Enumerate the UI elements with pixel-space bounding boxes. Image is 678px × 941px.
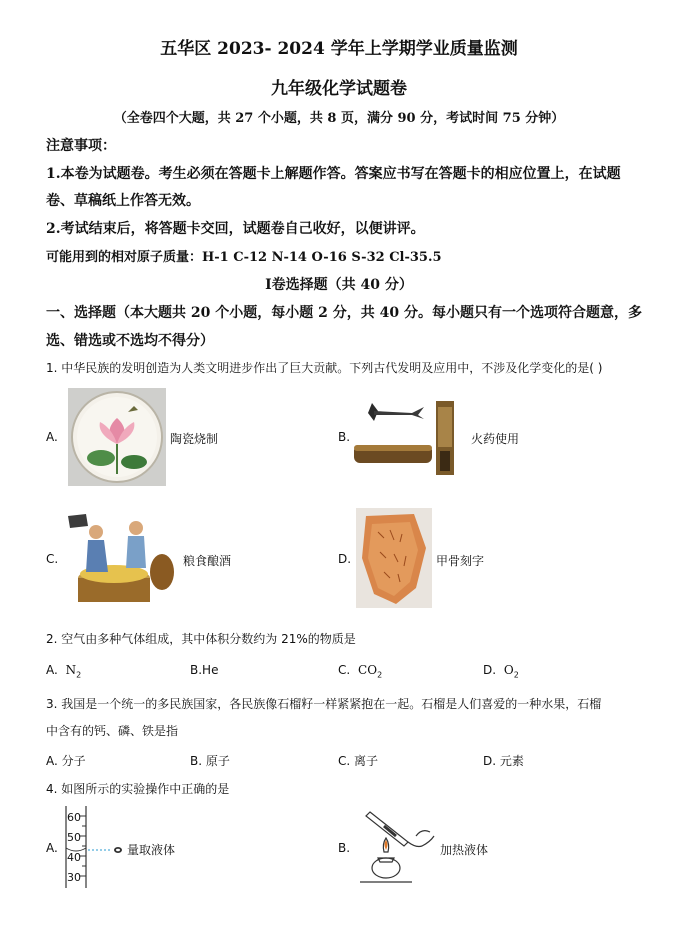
q2-option-d-key: D. [483,663,497,677]
q2-option-c-sub: 2 [377,670,383,680]
q2-option-c-formula: CO [358,663,378,677]
q3-option-c-key: C. [338,754,351,768]
notes-line-1b: 卷、草稿纸上作答无效。 [46,193,200,209]
atomic-masses: 可能用到的相对原子质量：H-1 C-12 N-14 O-16 S-32 Cl-35.5 [46,250,442,265]
oracle-bone-image [356,508,432,608]
q4-option-a-key: A. [46,841,58,855]
q2-stem: 2. 空气由多种气体组成，其中体积分数约为 21%的物质是 [46,632,356,646]
q2-option-b [190,663,218,677]
gunpowder-image [352,397,464,479]
q4-option-a-text: 量取液体 [127,843,176,857]
q2-option-c-key: C. [338,663,351,677]
exam-info: （全卷四个大题，共 27 个小题，共 8 页，满分 90 分，考试时间 75 分钟） [113,111,565,126]
section-heading: I卷选择题（共 40 分） [265,277,413,293]
cylinder-tick-40: 40 [67,851,81,864]
section-instruction-b: 选、错选或不选均不得分） [46,333,214,349]
q1-option-c-key: C. [46,552,59,566]
q3-option-c-text: 离子 [354,754,379,768]
q1-stem: 1. 中华民族的发明创造为人类文明进步作出了巨大贡献。下列古代发明及应用中，不涉及化学变化的是( ) [46,361,603,375]
q3-stem-b: 中含有的钙、磷、铁是指 [46,724,179,738]
section-instruction-a: 一、选择题（本大题共 20 个小题，每小题 2 分，共 40 分。每小题只有一个选项符合题意，多 [46,305,642,321]
q3-option-b-key: B. [190,754,203,768]
q3-option-d-key: D. [483,754,497,768]
q3-option-a-text: 分子 [61,754,86,768]
q3-option-a-key: A. [46,754,58,768]
q2-option-a [46,663,81,679]
q4-option-b-text: 加热液体 [440,843,489,857]
cylinder-tick-30: 30 [67,871,81,884]
q3-option-a [46,752,86,769]
q2-option-a-formula: N [65,663,77,677]
q3-stem-a: 3. 我国是一个统一的多民族国家，各民族像石榴籽一样紧紧抱在一起。石榴是人们喜爱的一种水果，石榴 [46,697,602,711]
brewing-wine-image [66,512,178,608]
notes-heading: 注意事项： [46,138,116,154]
q1-option-a-text: 陶瓷烧制 [170,432,219,446]
q4-stem: 4. 如图所示的实验操作中正确的是 [46,782,230,796]
q3-option-c [338,752,378,769]
porcelain-plate-image [68,388,166,486]
q2-option-d-sub: 2 [513,670,519,680]
cylinder-tick-60: 60 [67,811,81,824]
q4-option-b-key: B. [338,841,351,855]
q3-option-d-text: 元素 [499,754,524,768]
q2-option-d [483,663,519,679]
q2-option-a-key: A. [46,663,58,677]
q3-option-b [190,752,230,769]
q2-option-d-formula: O [503,663,514,677]
notes-line-2: 2.考试结束后，将答题卡交回，试题卷自己收好，以便讲评。 [46,221,425,237]
heating-liquid-image [350,806,436,888]
q1-option-a-key: A. [46,430,58,444]
q1-option-d-text: 甲骨刻字 [436,554,485,568]
cylinder-tick-labels [67,808,81,888]
q1-option-d-key: D. [338,552,352,566]
q2-option-b-formula: He [202,663,219,677]
q2-option-c [338,663,382,679]
q3-option-d [483,752,524,769]
notes-line-1a: 1.本卷为试题卷。考生必须在答题卡上解题作答。答案应书写在答题卡的相应位置上，在试题 [46,166,621,182]
exam-subtitle: 九年级化学试题卷 [271,79,407,99]
exam-title: 五华区 2023- 2024 学年上学期学业质量监测 [160,39,518,59]
q3-option-b-text: 原子 [205,754,230,768]
cylinder-tick-50: 50 [67,831,81,844]
q2-option-a-sub: 2 [76,670,82,680]
q1-option-b-text: 火药使用 [471,432,520,446]
q1-option-c-text: 粮食酿酒 [183,554,232,568]
q2-option-b-key: B. [190,663,203,677]
q1-option-b-key: B. [338,430,351,444]
